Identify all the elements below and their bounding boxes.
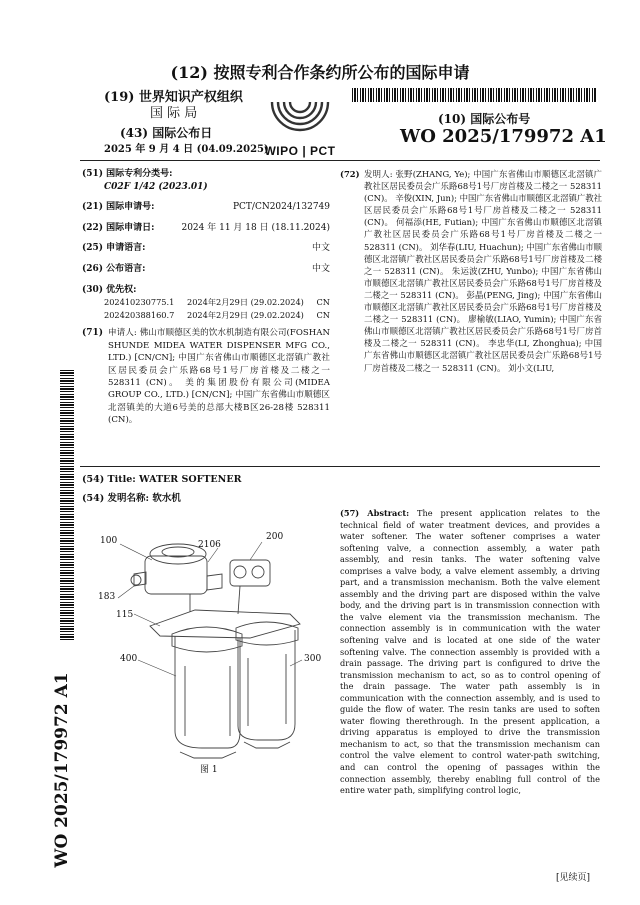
filing-row <box>82 222 330 235</box>
barcode-side <box>60 370 74 640</box>
app-no-row <box>82 201 330 214</box>
pub-lang-row <box>82 263 330 276</box>
figure-caption: 图 1 <box>200 765 218 775</box>
app-no-label: (21) 国际申请号: <box>82 202 155 213</box>
wipo-logo <box>262 98 338 158</box>
org-name: (19) 世界知识产权组织 <box>104 90 243 105</box>
document-title: (12) 按照专利合作条约所公布的国际申请 <box>170 63 470 82</box>
priority-row <box>82 309 330 322</box>
biblio-column <box>82 168 330 427</box>
figure-label: 115 <box>116 610 134 620</box>
figure-label: 100 <box>100 536 118 546</box>
applicant-block <box>82 327 330 426</box>
figure-label: 400 <box>120 654 138 664</box>
pub-lang-value: 中文 <box>311 263 330 274</box>
priority-date: 2024年2月29日 (29.02.2024) <box>186 297 304 308</box>
abstract-text: The present application relates to the technical field of water treatment devices, and provides a water softener. The water softener comprises a water softening valve, a connection assembly, a water path assembly, and resin tanks. The water softening valve comprises a valve body, a valve element assembly, a driving part, and a transmission mechanism. Both the valve element assembly and the driving part are disposed within the valve body, and the driving part is in transmission connection with the valve element via the transmission mechanism. The connection assembly is in communication with the water softening valve and is located at one side of the water softening valve. The connection assembly is provided with a drain passage. The driving part is configured to drive the transmission mechanism to act, so as to control opening of the drain passage. The water path assembly is in communication with the connection assembly, and is used to guide the flow of water. The resin tanks are used to soften water flowing therethrough. In the present application, a driving apparatus is employed to drive the transmission mechanism to act, so that the transmission mechanism can control the valve element to control water-path switching, and can control the opening of passages within the connection assembly, thereby enabling full control of the entire water path, simplifying control logic, <box>340 508 600 796</box>
wipo-pct-text: WIPO | PCT <box>264 144 336 158</box>
priority-date: 2024年2月29日 (29.02.2024) <box>186 309 304 320</box>
pub-no-label: (10) 国际公布号 <box>438 112 531 126</box>
title-rule <box>80 466 600 467</box>
ipc-label: (51) 国际专利分类号: <box>82 169 173 179</box>
inventor-tag: (72) <box>340 169 360 179</box>
figure-label: 300 <box>304 654 322 664</box>
pub-no: WO 2025/179972 A1 <box>400 126 607 147</box>
priority-country: CN <box>316 297 330 308</box>
filing-lang-row <box>82 242 330 255</box>
filing-label: (22) 国际申请日: <box>82 222 155 233</box>
abstract-heading: (57) Abstract: <box>340 508 410 518</box>
abstract <box>340 508 600 797</box>
figure-label: 183 <box>98 592 116 602</box>
inventor-block <box>340 168 602 374</box>
header-rule <box>80 160 600 161</box>
priority-number: 202410230775.1 <box>104 297 175 308</box>
water-softener-drawing <box>90 526 330 776</box>
applicant-text: 申请人: 佛山市顺德区美的饮水机制造有限公司(FOSHAN SHUNDE MIDEA WATER DISPENSER MFG CO., LTD.) [CN/CN]; 中国广东省佛山市顺德区北滘镇广教社区居民委员会广乐路68号1号厂房首楼及二楼之一 528311 (CN)。 美的集团股份有限公司(MIDEA GROUP CO., LTD.) [CN/CN]; 中国广东省佛山市顺德区北滘镇美的大道6号美的总部大楼B区26-28楼 528311 (CN)。 <box>108 328 330 426</box>
title-en: (54) Title: WATER SOFTENER <box>82 474 242 485</box>
figure-label: 2106 <box>198 540 221 550</box>
figure-label: 200 <box>266 532 284 542</box>
pub-date: 2025 年 9 月 4 日 (04.09.2025) <box>104 144 269 155</box>
inventor-text: 发明人: 张野(ZHANG, Ye); 中国广东省佛山市顺德区北滘镇广教社区居民委员会广乐路68号1号厂房首楼及二楼之一 528311 (CN)。 辛俊(XIN, Jun); 中国广东省佛山市顺德区北滘镇广教社区居民委员会广乐路68号1号厂房首楼及二楼之一 528311 (CN)。 何福添(HE, Futian); 中国广东省佛山市顺德区北滘镇广教社区居民委员会广乐路68号1号厂房首楼及二楼之一 528311 (CN)。 刘华春(LIU, Huachun); 中国广东省佛山市顺德区北滘镇广教社区居民委员会广乐路68号1号厂房首楼及二楼之一 528311 (CN)。 朱运波(ZHU, Yunbo); 中国广东省佛山市顺德区北滘镇广教社区居民委员会广乐路68号1号厂房首楼及二楼之一 528311 (CN)。 彭晶(PENG, Jing); 中国广东省佛山市顺德区北滘镇广教社区居民委员会广乐路68号1号厂房首楼及二楼之一 528311 (CN)。 廖榆敏(LIAO, Yumin); 中国广东省佛山市顺德区北滘镇广教社区居民委员会广乐路68号1号厂房首楼及二楼之一 528311 (CN)。 李忠华(LI, Zhonghua); 中国广东省佛山市顺德区北滘镇广教社区居民委员会广乐路68号1号厂房首楼及二楼之一 528311 (CN)。 刘小文(LIU, <box>364 169 602 373</box>
filing-lang-label: (25) 申请语言: <box>82 243 146 254</box>
pub-lang-label: (26) 公布语言: <box>82 263 146 274</box>
pub-date-label: (43) 国际公布日 <box>120 126 213 140</box>
barcode-top <box>352 88 597 102</box>
side-pub-number: WO 2025/179972 A1 <box>52 672 72 868</box>
filing-lang-value: 中文 <box>311 243 330 254</box>
priority-country: CN <box>316 309 330 320</box>
priority-label: (30) 优先权: <box>82 284 137 295</box>
filing-value: 2024 年 11 月 18 日 (18.11.2024) <box>181 222 330 233</box>
app-no-value: PCT/CN2024/132749 <box>232 202 330 213</box>
wipo-emblem-icon <box>262 98 338 140</box>
priority-number: 202420388160.7 <box>104 309 175 320</box>
org-bureau: 国 际 局 <box>150 106 198 121</box>
priority-row <box>82 296 330 309</box>
continued-note: [见续页] <box>556 873 591 883</box>
figure-1 <box>90 526 330 776</box>
applicant-tag: (71) <box>82 328 104 339</box>
ipc-value: C02F 1/42 (2023.01) <box>104 181 208 192</box>
title-cn: (54) 发明名称: 软水机 <box>82 493 181 504</box>
